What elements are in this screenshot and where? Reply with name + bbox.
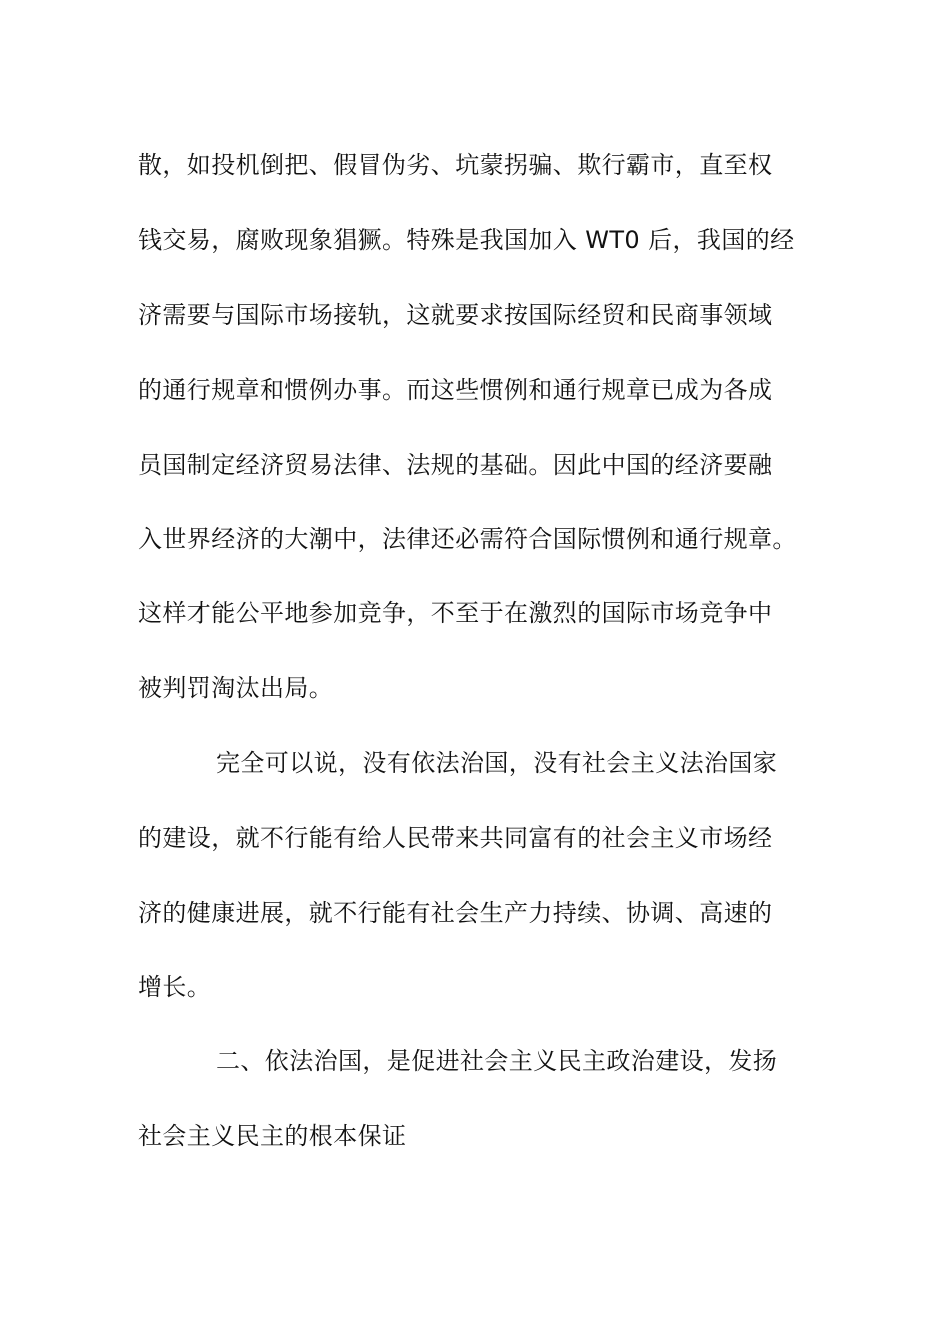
text-line: 入世界经济的大潮中，法律还必需符合国际惯例和通行规章。 [138,525,797,553]
text-line: 这样才能公平地参加竞争，不至于在激烈的国际市场竞争中 [138,599,773,627]
text-line: 完全可以说，没有依法治国，没有社会主义法治国家 [216,749,778,777]
heading-line: 二、依法治国，是促进社会主义民主政治建设，发扬 [216,1047,778,1075]
text-line: 济的健康进展，就不行能有社会生产力持续、协调、高速的 [138,899,773,927]
text-line: 增长。 [138,973,212,1001]
text-line: 的通行规章和惯例办事。而这些惯例和通行规章已成为各成 [138,376,773,404]
text-line: 被判罚淘汰出局。 [138,674,334,702]
text-line: 济需要与国际市场接轨，这就要求按国际经贸和民商事领域 [138,301,773,329]
text-line: 员国制定经济贸易法律、法规的基础。因此中国的经济要融 [138,451,773,479]
text-line: 钱交易，腐败现象猖獗。特殊是我国加入 WT0 后，我国的经 [138,226,795,254]
heading-line: 社会主义民主的根本保证 [138,1122,407,1150]
text-line: 散，如投机倒把、假冒伪劣、坑蒙拐骗、欺行霸市，直至权 [138,151,773,179]
text-line: 的建设，就不行能有给人民带来共同富有的社会主义市场经 [138,824,773,852]
